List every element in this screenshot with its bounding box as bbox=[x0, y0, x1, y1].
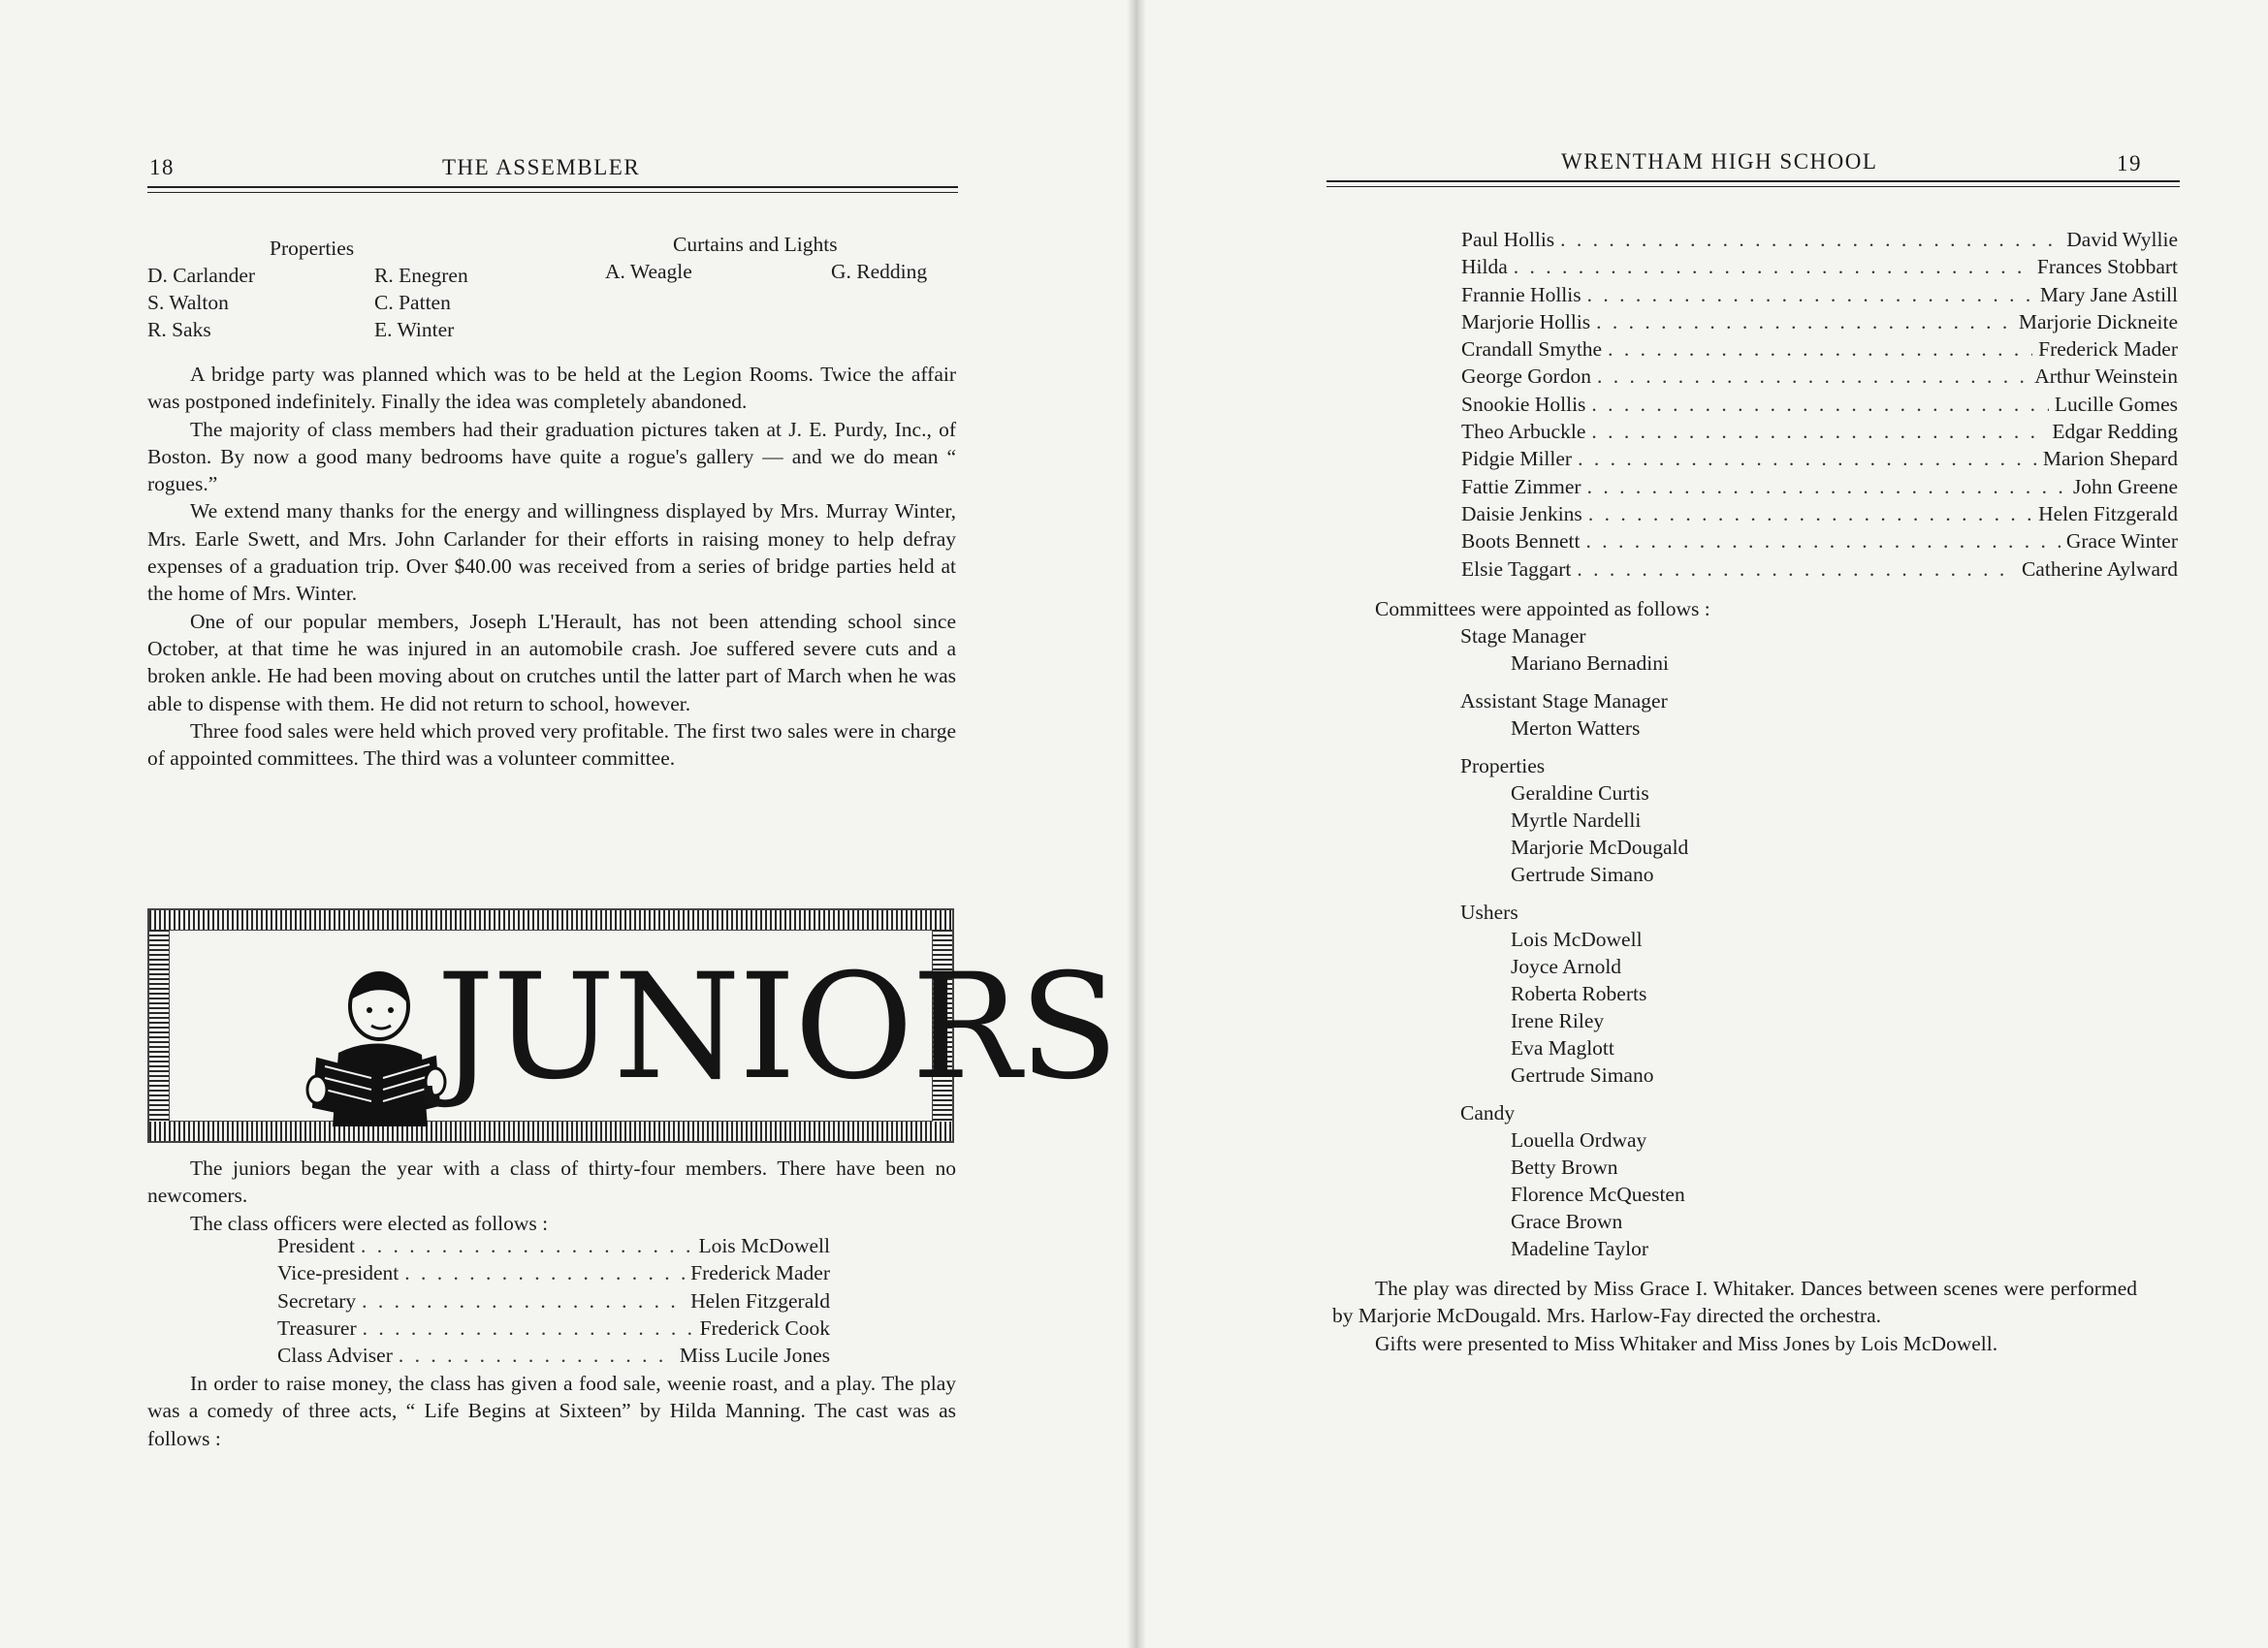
dot-leader bbox=[1588, 500, 2032, 527]
role-name: Secretary bbox=[277, 1288, 357, 1313]
header-rule-thin bbox=[1326, 186, 2180, 187]
person-name: Marjorie Dickneite bbox=[2018, 309, 2178, 333]
person-name: Frederick Mader bbox=[690, 1261, 830, 1285]
curtains-member: A. Weagle bbox=[605, 260, 692, 283]
committee-member: Marjorie McDougald bbox=[1511, 836, 1689, 859]
property-member: C. Patten bbox=[374, 291, 451, 314]
property-member: R. Saks bbox=[147, 318, 211, 341]
officer-row bbox=[277, 1287, 830, 1315]
role-name: Crandall Smythe bbox=[1461, 337, 1603, 362]
role-name: Paul Hollis bbox=[1461, 228, 1555, 251]
class-officers-list bbox=[277, 1232, 830, 1369]
cast-row bbox=[1461, 226, 2178, 253]
committees-list bbox=[1460, 622, 1688, 1273]
person-name: Frederick Cook bbox=[699, 1315, 830, 1340]
role-name: Vice-president bbox=[277, 1261, 399, 1285]
dot-leader bbox=[362, 1287, 685, 1315]
play-credits bbox=[1332, 1275, 2137, 1357]
curtains-member: G. Redding bbox=[831, 260, 928, 283]
committee-title: Stage Manager bbox=[1460, 624, 1586, 648]
person-name: Marion Shepard bbox=[2042, 447, 2178, 471]
person-name: Helen Fitzgerald bbox=[2038, 501, 2178, 525]
officer-row bbox=[277, 1259, 830, 1286]
paragraph: The play was directed by Miss Grace I. Whitaker. Dances between scenes were performed by Marjorie McDougald. Mrs. Harlow-Fay directed the orchestra. bbox=[1332, 1277, 2137, 1328]
juniors-banner bbox=[147, 908, 1117, 1143]
senior-notes bbox=[147, 361, 956, 772]
dot-leader bbox=[1560, 226, 2060, 253]
role-name: Frannie Hollis bbox=[1461, 282, 1581, 306]
juniors-fundraising bbox=[147, 1370, 956, 1452]
role-name: Treasurer bbox=[277, 1315, 357, 1340]
paragraph: One of our popular members, Joseph L'Herault, has not been attending school since October, at that time he was injured in an automobile crash. Joe suffered severe cuts and a broken ankle. He had been moving about on crutches until the latter part of March when he was able to dispense with them. He did not return to school, however. bbox=[147, 609, 956, 715]
properties-heading: Properties bbox=[270, 237, 355, 260]
header-rule bbox=[147, 186, 958, 188]
property-member: R. Enegren bbox=[374, 264, 468, 287]
cast-list bbox=[1461, 226, 2178, 583]
cast-row bbox=[1461, 445, 2178, 472]
person-name: Edgar Redding bbox=[2052, 420, 2178, 444]
role-name: Pidgie Miller bbox=[1461, 447, 1573, 471]
cast-row bbox=[1461, 335, 2178, 363]
committee-member: Geraldine Curtis bbox=[1511, 781, 1649, 805]
dot-leader bbox=[1608, 335, 2032, 363]
committee-member: Betty Brown bbox=[1511, 1156, 1618, 1179]
cast-row bbox=[1461, 527, 2178, 555]
role-name: Hilda bbox=[1461, 255, 1508, 279]
curtains-lights-heading: Curtains and Lights bbox=[673, 233, 838, 256]
person-name: Lois McDowell bbox=[698, 1234, 830, 1257]
committee-member: Joyce Arnold bbox=[1511, 955, 1622, 978]
dot-leader bbox=[1596, 308, 2013, 335]
header-rule-thin bbox=[147, 192, 958, 193]
paragraph: The juniors began the year with a class of thirty-four members. There have been no newcomers. bbox=[147, 1157, 956, 1208]
committee-member: Florence McQuesten bbox=[1511, 1183, 1685, 1206]
header-rule bbox=[1326, 180, 2180, 182]
dot-leader bbox=[1577, 555, 2016, 583]
committee-group bbox=[1460, 687, 1688, 742]
committees-intro: Committees were appointed as follows : bbox=[1375, 597, 1710, 620]
role-name: Daisie Jenkins bbox=[1461, 501, 1582, 525]
dot-leader bbox=[1587, 281, 2034, 308]
committee-member: Gertrude Simano bbox=[1511, 863, 1654, 886]
committee-member: Eva Maglott bbox=[1511, 1036, 1614, 1060]
curtains-column-1 bbox=[605, 258, 692, 285]
committee-group bbox=[1460, 752, 1688, 888]
committee-member: Gertrude Simano bbox=[1511, 1063, 1654, 1087]
page-number: 19 bbox=[2117, 151, 2142, 175]
boy-reading-book-icon bbox=[303, 966, 449, 1130]
dot-leader bbox=[363, 1315, 694, 1342]
committee-title: Candy bbox=[1460, 1101, 1516, 1125]
paragraph: The class officers were elected as follows : bbox=[190, 1211, 549, 1235]
cast-row bbox=[1461, 308, 2178, 335]
role-name: Boots Bennett bbox=[1461, 529, 1581, 554]
role-name: Snookie Hollis bbox=[1461, 392, 1586, 416]
dot-leader bbox=[399, 1342, 674, 1369]
cast-row bbox=[1461, 555, 2178, 583]
properties-column-2 bbox=[374, 262, 468, 343]
role-name: Class Adviser bbox=[277, 1344, 393, 1368]
fundraising-paragraph: In order to raise money, the class has given a food sale, weenie roast, and a play. The play was a comedy of three acts, “ Life Begins at Sixteen” by Hilda Manning. The cast was as follows : bbox=[147, 1372, 956, 1450]
committee-group bbox=[1460, 622, 1688, 677]
person-name: Frederick Mader bbox=[2038, 337, 2178, 362]
cast-row bbox=[1461, 418, 2178, 445]
committee-member: Mariano Bernadini bbox=[1511, 651, 1669, 675]
role-name: Marjorie Hollis bbox=[1461, 309, 1591, 333]
paragraph: The majority of class members had their graduation pictures taken at J. E. Purdy, Inc., of Boston. By now a good many bedrooms have quite a rogue's gallery — and we do mean “ rogues.” bbox=[147, 417, 956, 496]
committee-member: Louella Ordway bbox=[1511, 1128, 1647, 1152]
cast-row bbox=[1461, 363, 2178, 390]
dot-leader bbox=[1597, 363, 2028, 390]
committee-member: Irene Riley bbox=[1511, 1009, 1605, 1032]
person-name: Catherine Aylward bbox=[2021, 556, 2178, 581]
cast-row bbox=[1461, 391, 2178, 418]
person-name: Arthur Weinstein bbox=[2034, 364, 2178, 389]
committee-member: Madeline Taylor bbox=[1511, 1237, 1648, 1260]
role-name: Fattie Zimmer bbox=[1461, 474, 1581, 498]
dot-leader bbox=[1514, 253, 2031, 280]
paragraph: We extend many thanks for the energy and willingness displayed by Mrs. Murray Winter, Mrs. Earle Swett, and Mrs. John Carlander for their efforts in raising money to help defray expenses of a graduation trip. Over $40.00 was received from a series of bridge parties held at the home of Mrs. Winter. bbox=[147, 499, 956, 606]
person-name: David Wyllie bbox=[2066, 228, 2178, 251]
dot-leader bbox=[361, 1232, 692, 1259]
property-member: D. Carlander bbox=[147, 264, 256, 287]
committee-member: Merton Watters bbox=[1511, 716, 1641, 740]
page-number: 18 bbox=[149, 155, 175, 179]
role-name: Theo Arbuckle bbox=[1461, 420, 1586, 444]
committee-group bbox=[1460, 1099, 1688, 1262]
running-title: THE ASSEMBLER bbox=[442, 155, 641, 179]
role-name: Elsie Taggart bbox=[1461, 556, 1572, 581]
committee-member: Roberta Roberts bbox=[1511, 982, 1647, 1005]
committee-title: Properties bbox=[1460, 754, 1546, 777]
person-name: Helen Fitzgerald bbox=[690, 1288, 830, 1313]
officer-row bbox=[277, 1232, 830, 1259]
committee-member: Myrtle Nardelli bbox=[1511, 808, 1642, 832]
role-name: George Gordon bbox=[1461, 364, 1591, 389]
property-member: S. Walton bbox=[147, 291, 229, 314]
person-name: Grace Winter bbox=[2065, 529, 2178, 554]
dot-leader bbox=[1578, 445, 2037, 472]
committee-member: Lois McDowell bbox=[1511, 928, 1643, 951]
committee-member: Grace Brown bbox=[1511, 1210, 1623, 1233]
cast-row bbox=[1461, 473, 2178, 500]
role-name: President bbox=[277, 1234, 356, 1257]
dot-leader bbox=[1587, 473, 2067, 500]
person-name: John Greene bbox=[2072, 474, 2178, 498]
officer-row bbox=[277, 1342, 830, 1369]
dot-leader bbox=[1591, 391, 2048, 418]
cast-row bbox=[1461, 281, 2178, 308]
juniors-intro bbox=[147, 1155, 956, 1237]
dot-leader bbox=[1585, 527, 2060, 555]
cast-row bbox=[1461, 500, 2178, 527]
book-gutter bbox=[1127, 0, 1146, 1648]
right-page bbox=[1136, 0, 2268, 1648]
juniors-heading: JUNIORS bbox=[436, 943, 1117, 1112]
dot-leader bbox=[1591, 418, 2046, 445]
officer-row bbox=[277, 1315, 830, 1342]
committee-group bbox=[1460, 899, 1688, 1089]
person-name: Frances Stobbart bbox=[2036, 255, 2178, 279]
person-name: Mary Jane Astill bbox=[2039, 282, 2178, 306]
committee-title: Assistant Stage Manager bbox=[1460, 689, 1668, 713]
paragraph: Three food sales were held which proved very profitable. The first two sales were in charge of appointed committees. The third was a volunteer committee. bbox=[147, 718, 956, 771]
cast-row bbox=[1461, 253, 2178, 280]
properties-column-1 bbox=[147, 262, 255, 343]
curtains-column-2 bbox=[831, 258, 927, 285]
committee-title: Ushers bbox=[1460, 901, 1518, 924]
person-name: Lucille Gomes bbox=[2054, 392, 2178, 416]
paragraph: A bridge party was planned which was to be held at the Legion Rooms. Twice the affair was postponed indefinitely. Finally the idea was completely abandoned. bbox=[147, 363, 956, 414]
running-title: WRENTHAM HIGH SCHOOL bbox=[1561, 149, 1878, 174]
paragraph: Gifts were presented to Miss Whitaker and Miss Jones by Lois McDowell. bbox=[1375, 1331, 1998, 1355]
person-name: Miss Lucile Jones bbox=[679, 1344, 830, 1368]
dot-leader bbox=[404, 1259, 685, 1286]
property-member: E. Winter bbox=[374, 318, 455, 341]
